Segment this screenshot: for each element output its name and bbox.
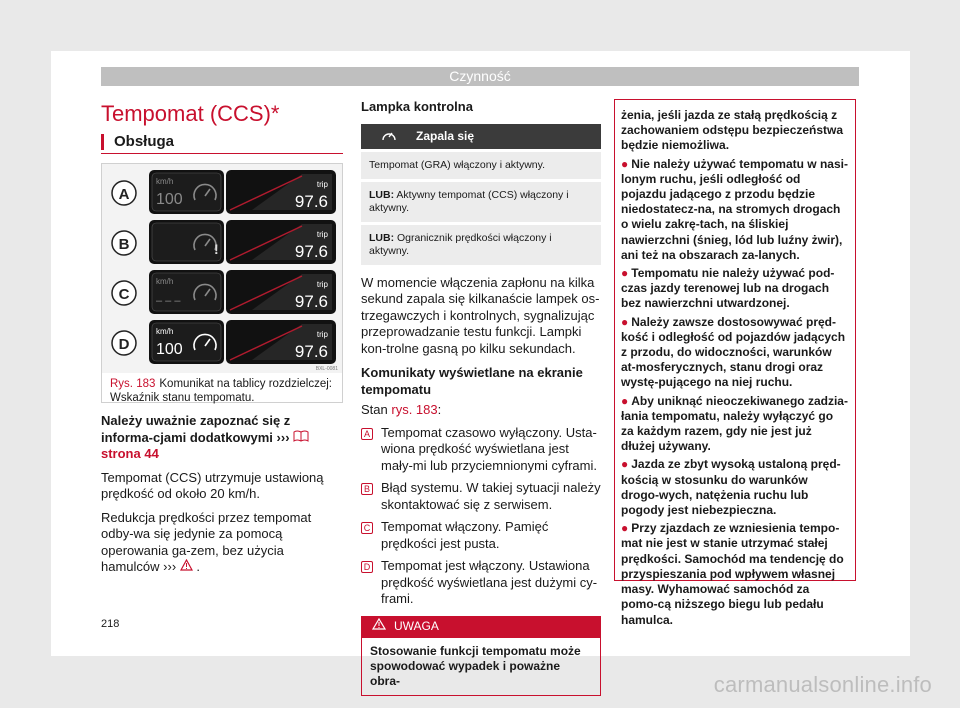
cluster-panel xyxy=(112,320,336,364)
speed-value: 100 xyxy=(156,341,183,358)
lamp-row-text: Aktywny tempomat (CCS) włączony i aktywny. xyxy=(369,188,569,214)
cluster-panel xyxy=(112,170,336,214)
bullet-icon: ● xyxy=(621,156,629,171)
warning-lead: żenia, jeśli jazda ze stałą prędkością z zachowaniem odstępu bezpieczeństwa będzie niemożliwa. xyxy=(621,108,844,153)
warning-box xyxy=(361,616,601,696)
subtitle-rule xyxy=(101,153,343,154)
lamp-row xyxy=(361,225,601,265)
speed-unit: km/h xyxy=(156,177,174,186)
warning-title: UWAGA xyxy=(394,619,439,634)
warning-text: Stosowanie funkcji tempomatu może spowodować wypadek i poważne obra- xyxy=(370,643,581,688)
cluster-display-illustration xyxy=(102,164,342,373)
speed-value: 100 xyxy=(156,191,183,208)
bullet-icon: ● xyxy=(621,393,629,408)
ref-arrows: ››› xyxy=(163,559,177,574)
lamp-title: Lampka kontrolna xyxy=(361,99,473,114)
warning-bullet xyxy=(621,266,849,312)
warning-continuation xyxy=(614,99,856,627)
cruise-control-icon xyxy=(361,129,416,143)
bullet-text: Tempomatu nie należy używać pod-czas jazdy terenowej lub na drogach bez nawierzchni utwardzonej. xyxy=(621,266,835,311)
lamp-row-prefix: LUB: xyxy=(369,231,395,244)
state-text: Tempomat włączony. Pamięć prędkości jest pusta. xyxy=(381,519,549,551)
trip-value: 97.6 xyxy=(294,242,328,261)
panel-letter: A xyxy=(118,186,130,203)
state-text: Błąd systemu. W takiej sytuacji należy skontaktować się z serwisem. xyxy=(381,480,601,512)
book-icon xyxy=(293,430,309,445)
trip-label: trip xyxy=(316,230,328,239)
column-middle xyxy=(361,99,601,696)
state-line xyxy=(361,402,601,419)
paragraph-speed: Tempomat (CCS) utrzymuje ustawioną prędkość od około 20 km/h. xyxy=(101,469,324,501)
bullet-text: Przy zjazdach ze wzniesienia tempo-mat nie jest w stanie utrzymać stałej prędkości. Samochód ma tendencję do przyspieszania pod wpływem własnej masy. Wyhamować samochód za pomo-cą niższego biegu lub pedału hamulca. xyxy=(621,521,844,627)
state-letter: D xyxy=(361,561,373,573)
page-number: 218 xyxy=(101,618,120,630)
state-item xyxy=(361,480,601,513)
trip-value: 97.6 xyxy=(294,192,328,211)
column-left xyxy=(101,413,343,583)
trip-label: trip xyxy=(316,280,328,289)
figure-code: BXL-0081 xyxy=(315,366,338,372)
bullet-text: Jazda ze zbyt wysoką ustaloną pręd-kością w stosunku do warunków drogo-wych, natężenia ruchu lub pogody jest niebezpieczna. xyxy=(621,457,841,518)
intro-paragraph xyxy=(101,413,343,463)
warning-bullet xyxy=(621,394,849,455)
trip-label: trip xyxy=(316,180,328,189)
state-item xyxy=(361,425,601,475)
bullet-icon: ● xyxy=(621,314,629,329)
warning-bullet xyxy=(621,521,849,627)
lamp-row xyxy=(361,182,601,222)
state-text: Tempomat czasowo wyłączony. Usta-wiona prędkość wyświetlana jest mały-mi lub przyciemnionymi cyframi. xyxy=(381,424,597,473)
figure-link[interactable]: rys. 183 xyxy=(391,402,438,417)
state-letter: B xyxy=(361,483,373,495)
state-text: Tempomat jest włączony. Ustawiona prędkość wyświetlana jest dużymi cy-frami. xyxy=(381,558,598,606)
bullet-text: Aby uniknąć nieoczekiwanego zadzia-łania tempomatu, należy wyłączyć go za każdym razem, gdy nie jest już dłużej używany. xyxy=(621,393,848,454)
watermark: carmanualsonline.info xyxy=(713,672,932,697)
trip-value: 97.6 xyxy=(294,342,328,361)
figure-caption xyxy=(110,377,338,405)
lamp-row-text: Ogranicznik prędkości włączony i aktywny. xyxy=(369,231,552,257)
intro-text: Należy uważnie zapoznać się z informa-cjami dodatkowymi xyxy=(101,413,291,445)
section-header: Czynność xyxy=(101,67,859,86)
figure-183 xyxy=(101,163,343,403)
panel-letter: C xyxy=(118,286,130,303)
cluster-panel xyxy=(112,270,336,314)
warning-bullet xyxy=(621,315,849,391)
display-messages-heading: Komunikaty wyświetlane na ekranie tempomatu xyxy=(361,365,583,397)
page-title: Tempomat (CCS)* xyxy=(101,101,280,126)
ref-arrows: ››› xyxy=(276,429,290,445)
lamp-row-text: Tempomat (GRA) włączony i aktywny. xyxy=(369,158,546,171)
period: . xyxy=(196,559,201,574)
state-item xyxy=(361,519,601,552)
state-letter: A xyxy=(361,428,373,440)
figure-ref: Rys. 183 xyxy=(110,378,156,390)
bullet-icon: ● xyxy=(621,266,629,281)
lamp-paragraph: W momencie włączenia zapłonu na kilka sekund zapala się kilkanaście lampek os-trzegawczych i kontrolnych, sygnalizując przeprowadzanie testu funkcji. Lampki kon-trolne gasną po kilku sekundach. xyxy=(361,274,600,356)
warning-bullet xyxy=(621,157,849,263)
lamp-row-prefix: LUB: xyxy=(369,188,395,201)
panel-letter: B xyxy=(118,236,130,253)
lamp-header-label: Zapala się xyxy=(416,128,475,143)
page-link[interactable]: strona 44 xyxy=(101,446,159,461)
lamp-row xyxy=(361,152,601,179)
state-list xyxy=(361,425,601,608)
speed-value: – – – xyxy=(156,295,181,307)
bullet-icon: ● xyxy=(621,521,629,536)
lamp-table-header xyxy=(361,124,601,149)
bullet-text: Nie należy używać tempomatu w nasi-lonym ruchu, jeśli odległość od pojazdu jadącego z przodu będzie niedostatecz-na, na stromych drogach o wielu zakrę-tach, na śliskiej nawierzchni (śnieg, lód lub luźny żwir), ani też na obszarach za-lanych. xyxy=(621,156,848,262)
speed-screen-inner xyxy=(152,223,221,261)
bullet-icon: ● xyxy=(621,457,629,472)
bullet-text: Należy zawsze dostosowywać pręd-kość i odległość od pojazdów jadących z przodu, do widoczności, warunków at-mosferycznych, stanu drogi oraz wystę-pującego na niej ruchu. xyxy=(621,314,846,390)
error-mark: ! xyxy=(214,241,219,257)
warning-triangle-icon[interactable] xyxy=(180,559,197,574)
lamp-table xyxy=(361,124,601,265)
reduction-text: Redukcja prędkości przez tempomat odby-wa się jedynie za pomocą operowania ga-zem, bez użycia hamulców xyxy=(101,509,312,574)
figure-caption-text: Komunikat na tablicy rozdzielczej: Wskaźnik stanu tempomatu. xyxy=(110,378,332,404)
speed-unit: km/h xyxy=(156,327,174,336)
trip-label: trip xyxy=(316,330,328,339)
state-item xyxy=(361,558,601,608)
cluster-panel xyxy=(112,220,336,264)
paragraph-reduction xyxy=(101,510,343,576)
state-colon: : xyxy=(437,402,442,417)
trip-value: 97.6 xyxy=(294,292,328,311)
warning-header xyxy=(362,616,600,638)
warning-triangle-icon xyxy=(372,618,386,635)
speed-unit: km/h xyxy=(156,277,174,286)
state-label: Stan xyxy=(361,402,388,417)
section-subtitle: Obsługa xyxy=(101,134,174,150)
panel-letter: D xyxy=(118,336,130,353)
state-letter: C xyxy=(361,522,373,534)
warning-bullet xyxy=(621,457,849,518)
